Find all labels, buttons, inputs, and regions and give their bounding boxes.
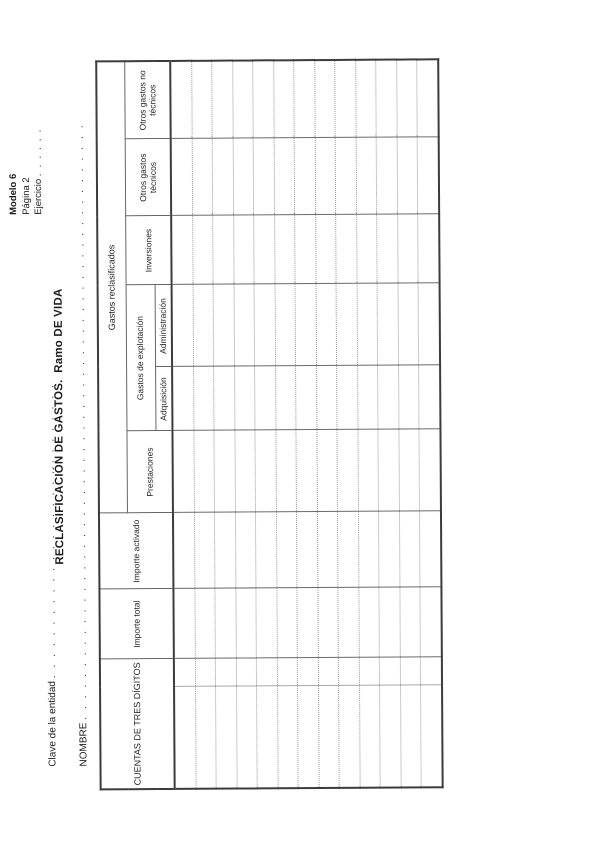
empty-cell	[192, 139, 213, 216]
empty-cell	[254, 215, 275, 284]
empty-cell	[379, 588, 400, 658]
model-number: Modelo 6	[7, 173, 20, 215]
empty-cell	[255, 512, 276, 588]
empty-cell	[358, 588, 379, 658]
empty-cell	[317, 512, 338, 588]
empty-cell	[273, 60, 294, 138]
entity-name-label: NOMBRE	[78, 722, 90, 767]
empty-cell	[274, 138, 295, 215]
empty-cell	[194, 513, 215, 589]
empty-cell	[193, 367, 214, 431]
empty-cell	[356, 138, 377, 215]
empty-cell	[419, 365, 440, 429]
empty-cell	[335, 60, 356, 138]
empty-cell	[317, 588, 338, 658]
empty-cell	[418, 214, 439, 283]
empty-cell	[316, 430, 337, 512]
empty-cell	[255, 430, 276, 512]
empty-cell	[318, 658, 339, 686]
empty-cell	[214, 513, 235, 589]
empty-cell	[297, 588, 318, 658]
empty-cell	[216, 687, 237, 789]
empty-cell	[298, 686, 319, 788]
empty-cell	[398, 429, 419, 511]
page-number: Página 2	[20, 177, 32, 215]
empty-cell	[358, 512, 379, 588]
empty-cell	[378, 366, 399, 430]
empty-cell	[337, 366, 358, 430]
empty-cell	[276, 512, 297, 588]
empty-cell	[296, 430, 317, 512]
empty-cell	[400, 685, 421, 787]
empty-cell	[316, 284, 337, 366]
empty-cell	[215, 659, 236, 687]
empty-cell	[275, 366, 296, 430]
col-header-prestaciones: Prestaciones	[126, 431, 173, 513]
col-header-importe-total: Importe total	[99, 589, 173, 659]
empty-cell	[337, 430, 358, 512]
empty-cell	[232, 60, 253, 138]
empty-cell	[213, 285, 234, 367]
empty-cell	[212, 61, 233, 139]
empty-cell	[193, 431, 214, 513]
empty-cell	[297, 658, 318, 686]
empty-cell	[359, 658, 380, 686]
empty-cell	[257, 686, 278, 788]
col-header-administracion: Administración	[155, 285, 173, 367]
empty-cell	[359, 686, 380, 788]
empty-cell	[214, 431, 235, 513]
empty-cell	[294, 60, 315, 138]
empty-cell	[419, 511, 440, 587]
group-header-gastos-reclasificados: Gastos reclasificados	[96, 61, 127, 513]
empty-cell	[173, 513, 194, 589]
empty-cell	[418, 283, 440, 365]
empty-cell	[296, 366, 317, 430]
empty-cell	[377, 215, 398, 284]
empty-cell	[355, 60, 376, 138]
empty-cell	[174, 687, 196, 789]
empty-cell	[275, 430, 296, 512]
exercise-dotted-line: . . . . . .	[32, 128, 44, 177]
empty-cell	[254, 284, 275, 366]
empty-cell	[336, 215, 357, 284]
empty-cell	[277, 686, 298, 788]
empty-cell	[193, 285, 214, 367]
empty-cell	[338, 658, 359, 686]
empty-cell	[215, 589, 236, 659]
empty-cell	[397, 214, 418, 283]
empty-cell	[171, 216, 192, 285]
empty-cell	[195, 687, 216, 789]
empty-cell	[214, 367, 235, 431]
empty-cell	[337, 512, 358, 588]
empty-cell	[170, 61, 191, 139]
empty-cell	[398, 365, 419, 429]
empty-cell	[255, 366, 276, 430]
empty-cell	[357, 366, 378, 430]
empty-cell	[276, 588, 297, 658]
empty-cell	[315, 138, 336, 215]
empty-cell	[236, 686, 257, 788]
empty-cell	[376, 138, 397, 215]
entity-key-label: Clave de la entidad	[46, 681, 59, 767]
table-body	[170, 59, 442, 789]
group-header-gastos-explotacion: Gastos de explotación	[126, 285, 156, 431]
empty-cell	[256, 658, 277, 686]
col-header-otros-gastos-tecnicos: Otros gastos técnicos	[125, 139, 171, 216]
empty-cell	[339, 686, 360, 788]
empty-cell	[357, 284, 378, 366]
empty-cell	[275, 284, 296, 366]
entity-name-dotted-line: . . . . . . . . . . . . . . . . . . . . . . . . . . . . . . . . . . . . . . . . . . . . . . . . . . . . . . . .	[74, 122, 90, 720]
empty-cell	[213, 216, 234, 285]
empty-cell	[314, 60, 335, 138]
empty-cell	[336, 284, 357, 366]
col-header-inversiones: Inversiones	[125, 216, 171, 285]
empty-cell	[356, 215, 377, 284]
empty-cell	[253, 60, 274, 138]
empty-cell	[420, 587, 441, 657]
empty-cell	[377, 284, 398, 366]
empty-cell	[235, 512, 256, 588]
empty-cell	[234, 284, 255, 366]
empty-cell	[236, 658, 257, 686]
empty-cell	[420, 657, 441, 685]
table-row	[417, 59, 442, 787]
empty-cell	[335, 138, 356, 215]
empty-cell	[417, 59, 438, 137]
empty-cell	[234, 430, 255, 512]
empty-cell	[417, 137, 438, 214]
empty-cell	[376, 60, 397, 138]
empty-cell	[171, 139, 192, 216]
col-header-adquisicion: Adquisición	[155, 367, 172, 431]
empty-cell	[419, 429, 441, 511]
empty-cell	[397, 137, 418, 214]
empty-cell	[277, 658, 298, 686]
empty-cell	[378, 512, 399, 588]
empty-cell	[380, 686, 401, 788]
empty-cell	[192, 216, 213, 285]
empty-cell	[172, 285, 194, 367]
entity-name-line	[74, 122, 90, 767]
empty-cell	[400, 657, 421, 685]
empty-cell	[233, 138, 254, 215]
empty-cell	[315, 215, 336, 284]
empty-cell	[173, 589, 194, 659]
empty-cell	[379, 658, 400, 686]
empty-cell	[295, 215, 316, 284]
empty-cell	[195, 659, 216, 687]
empty-cell	[294, 138, 315, 215]
empty-cell	[234, 366, 255, 430]
empty-cell	[318, 686, 339, 788]
empty-cell	[398, 283, 419, 365]
col-header-cuentas: CUENTAS DE TRES DÍGITOS	[100, 659, 175, 789]
empty-cell	[194, 589, 215, 659]
exercise-line	[32, 128, 46, 215]
empty-cell	[172, 367, 193, 431]
empty-cell	[378, 430, 399, 512]
empty-cell	[399, 587, 420, 657]
empty-cell	[253, 138, 274, 215]
empty-cell	[399, 511, 420, 587]
model-info-block	[7, 128, 46, 215]
empty-cell	[172, 431, 194, 513]
empty-cell	[191, 61, 212, 139]
reclassification-table	[95, 58, 443, 790]
col-header-otros-gastos-no-tecnicos: Otros gastos no técnicos	[124, 61, 170, 139]
col-header-importe-activado: Importe activado	[99, 513, 173, 589]
empty-cell	[256, 588, 277, 658]
form-title: RECLASIFICACIÓN DE GASTOS. Ramo DE VIDA	[52, 288, 67, 565]
empty-cell	[174, 659, 195, 687]
empty-cell	[396, 59, 417, 137]
empty-cell	[338, 588, 359, 658]
empty-cell	[357, 430, 378, 512]
empty-cell	[295, 284, 316, 366]
empty-cell	[233, 215, 254, 284]
exercise-label: Ejercicio	[32, 178, 45, 215]
empty-cell	[421, 685, 443, 787]
empty-cell	[274, 215, 295, 284]
empty-cell	[316, 366, 337, 430]
entity-key-dotted-line: . . . . . . . . . . . . . . . . . . . . . . . . . . . .	[45, 382, 58, 679]
empty-cell	[212, 139, 233, 216]
empty-cell	[296, 512, 317, 588]
empty-cell	[235, 588, 256, 658]
